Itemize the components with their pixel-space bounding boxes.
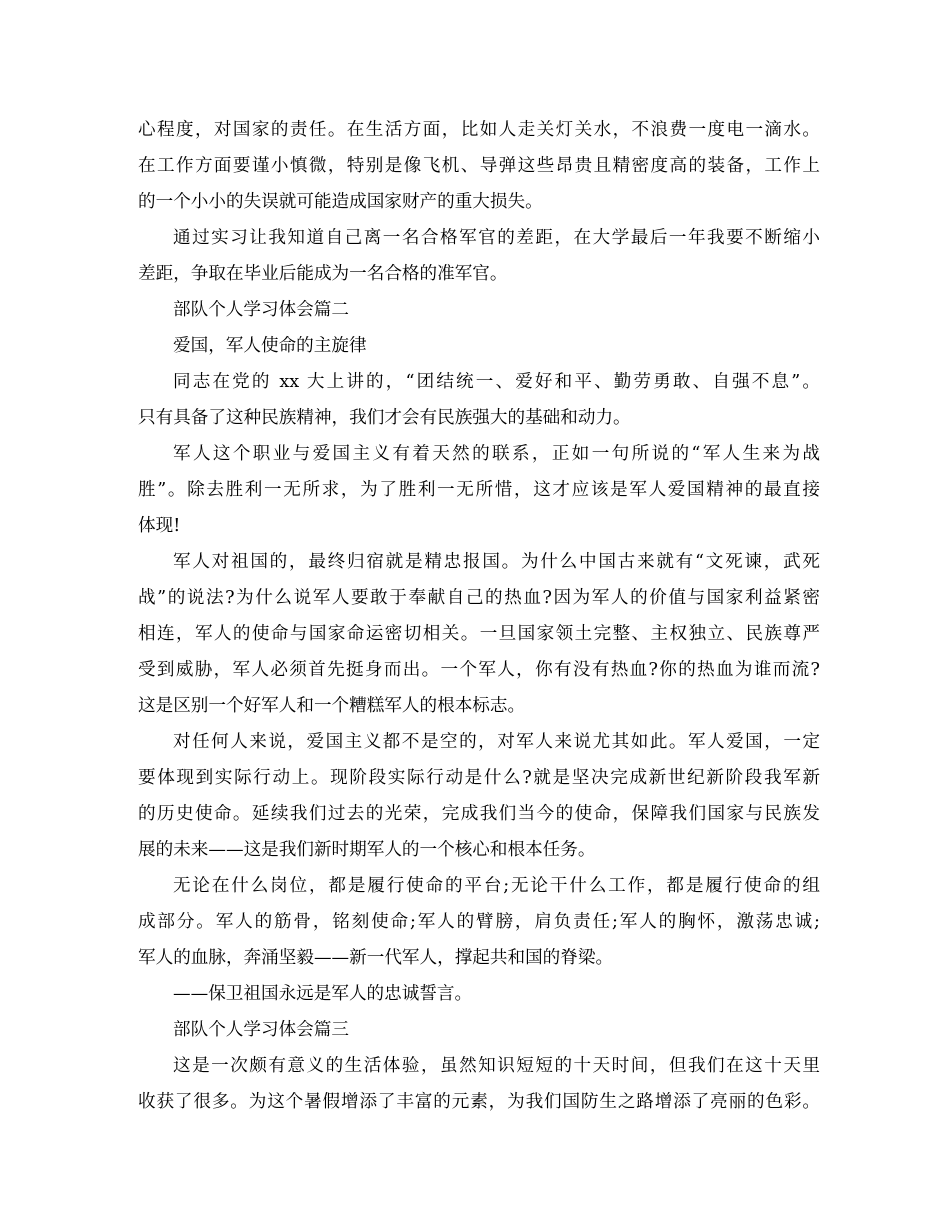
text-line: 这是区别一个好军人和一个糟糕军人的根本标志。 bbox=[138, 696, 526, 716]
text-line: 受到威胁，军人必须首先挺身而出。一个军人，你有没有热血?你的热血为谁而流? bbox=[138, 660, 820, 680]
text-line: 体现! bbox=[138, 516, 181, 536]
text-line: 要体现到实际行动上。现阶段实际行动是什么?就是坚决完成新世纪新阶段我军新 bbox=[138, 768, 820, 788]
text-line: 差距，争取在毕业后能成为一名合格的准军官。 bbox=[138, 264, 508, 284]
text-line: 相连，军人的使命与国家命运密切相关。一旦国家领土完整、主权独立、民族尊严 bbox=[138, 624, 820, 644]
text-line: 军人对祖国的，最终归宿就是精忠报国。为什么中国古来就有“文死谏，武死 bbox=[173, 552, 820, 572]
text-line: 收获了很多。为这个暑假增添了丰富的元素，为我们国防生之路增添了亮丽的色彩。 bbox=[138, 1092, 820, 1112]
text-line: 同志在党的 xx 大上讲的，“团结统一、爱好和平、勤劳勇敢、自强不息”。 bbox=[173, 372, 820, 392]
text-line: 无论在什么岗位，都是履行使命的平台;无论干什么工作，都是履行使命的组 bbox=[173, 876, 820, 896]
text-line: 只有具备了这种民族精神，我们才会有民族强大的基础和动力。 bbox=[138, 408, 631, 428]
text-line: 军人的血脉，奔涌坚毅——新一代军人，撑起共和国的脊梁。 bbox=[138, 948, 614, 968]
text-line: 部队个人学习体会篇三 bbox=[173, 1020, 349, 1040]
document-body bbox=[138, 112, 820, 1120]
text-line: 爱国，军人使命的主旋律 bbox=[173, 336, 367, 356]
text-line: 这是一次颇有意义的生活体验，虽然知识短短的十天时间，但我们在这十天里 bbox=[173, 1056, 820, 1076]
text-line: ——保卫祖国永远是军人的忠诚誓言。 bbox=[173, 984, 473, 1004]
text-line: 在工作方面要谨小慎微，特别是像飞机、导弹这些昂贵且精密度高的装备，工作上 bbox=[138, 156, 820, 176]
text-line: 展的未来——这是我们新时期军人的一个核心和根本任务。 bbox=[138, 840, 596, 860]
text-line: 的一个小小的失误就可能造成国家财产的重大损失。 bbox=[138, 192, 543, 212]
text-line: 军人这个职业与爱国主义有着天然的联系，正如一句所说的“军人生来为战 bbox=[173, 444, 820, 464]
text-line: 成部分。军人的筋骨，铭刻使命;军人的臂膀，肩负责任;军人的胸怀，激荡忠诚; bbox=[138, 912, 820, 932]
text-line: 通过实习让我知道自己离一名合格军官的差距，在大学最后一年我要不断缩小 bbox=[173, 228, 820, 248]
text-line: 部队个人学习体会篇二 bbox=[173, 300, 349, 320]
text-line: 心程度，对国家的责任。在生活方面，比如人走关灯关水，不浪费一度电一滴水。 bbox=[138, 120, 820, 140]
text-line: 战”的说法?为什么说军人要敢于奉献自己的热血?因为军人的价值与国家利益紧密 bbox=[138, 588, 820, 608]
text-line: 胜”。除去胜利一无所求，为了胜利一无所惜，这才应该是军人爱国精神的最直接 bbox=[138, 480, 820, 500]
text-line: 的历史使命。延续我们过去的光荣，完成我们当今的使命，保障我们国家与民族发 bbox=[138, 804, 820, 824]
text-line: 对任何人来说，爱国主义都不是空的，对军人来说尤其如此。军人爱国，一定 bbox=[173, 732, 820, 752]
